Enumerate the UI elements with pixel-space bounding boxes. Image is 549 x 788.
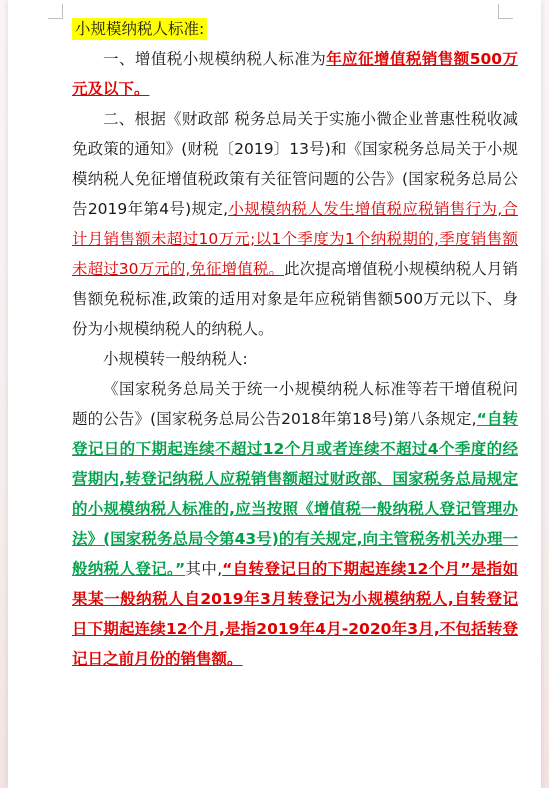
- paragraph-conversion-lead: 《国家税务总局关于统一小规模纳税人标准等若干增值税问题的公告》(国家税务总局公告2018年第18号)第八条规定,: [72, 380, 518, 428]
- paragraph-conversion-quote: “自转登记日的下期起连续不超过12个月或者连续不超过4个季度的经营期内,转登记纳税人应税销售额超过财政部、国家税务总局规定的小规模纳税人标准的,应当按照《增值税一般纳税人登记管理办法》(国家税务总局令第43号)的有关规定,向主管税务机关办理一般纳税人登记。”: [72, 410, 518, 578]
- paragraph-exemption: [72, 104, 518, 344]
- paragraph-exemption-lead: 二、根据《财政部 税务总局关于实施小微企业普惠性税收减免政策的通知》(财税〔2019〕13号)和《国家税务总局关于小规模纳税人免征增值税政策有关征管问题的公告》(国家税务总局公告2019年第4号)规定,: [72, 110, 518, 218]
- paragraph-standard-lead: 一、增值税小规模纳税人标准为: [103, 50, 327, 68]
- paragraph-conversion-exclusion: 不包括转登记日之前: [72, 620, 518, 668]
- paragraph-exemption-emphasis: 小规模纳税人发生增值税应税销售行为,合计月销售额未超过10万元;以1个季度为1个纳税期的,季度销售额未超过30万元的,免征增值税。: [72, 200, 518, 278]
- paragraph-conversion-mid: 其中,: [185, 560, 223, 578]
- paragraph-standard-emphasis: 年应征增值税销售额500万元及以下。: [72, 50, 518, 98]
- paragraph-conversion: [72, 374, 518, 674]
- crop-mark-top-left: [48, 4, 63, 19]
- document-body: [72, 14, 518, 674]
- section-heading-small-scale-standard: [72, 14, 518, 44]
- section-heading-conversion: 小规模转一般纳税人:: [103, 350, 248, 368]
- document-page: [8, 0, 541, 788]
- paragraph-conversion-definition: “自转登记日的下期起连续12个月”是指如果某一般纳税人自2019年3月转登记为小规模纳税人,自转登记日下期起连续12个月,是指2019年4月-2020年3月,: [72, 560, 518, 638]
- paragraph-conversion-end: 月份的销售额。: [134, 650, 243, 668]
- paragraph-standard: [72, 44, 518, 104]
- highlighted-heading: 小规模纳税人标准:: [72, 18, 207, 40]
- paragraph-exemption-tail: 此次提高增值税小规模纳税人月销售额免税标准,政策的适用对象是年应税销售额500万元以下、身份为小规模纳税人的纳税人。: [72, 260, 518, 338]
